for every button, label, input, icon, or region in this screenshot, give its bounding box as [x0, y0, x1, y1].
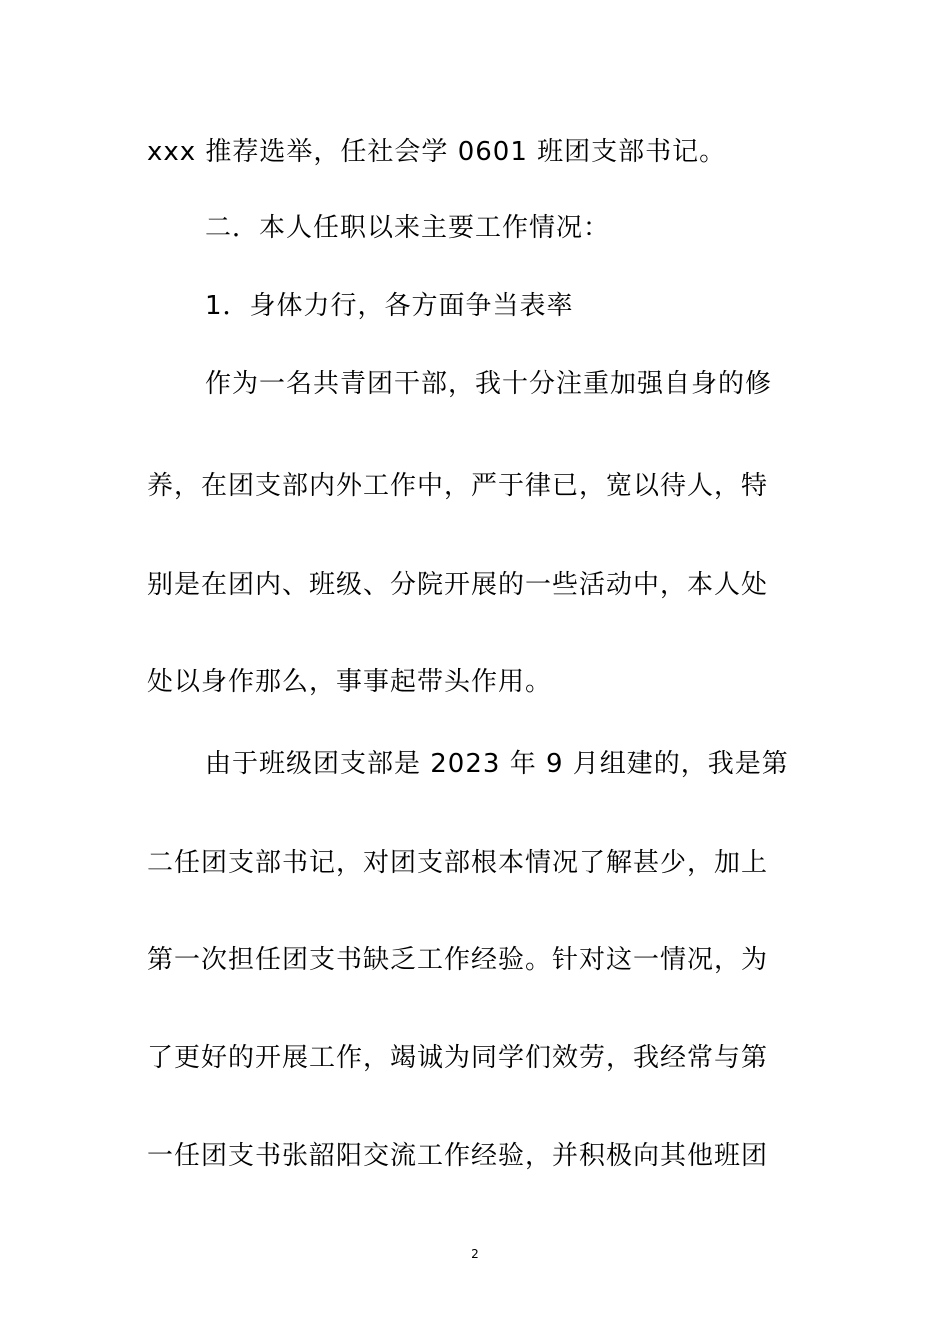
text-line-1: xxx 推荐选举，任社会学 0601 班团支部书记。	[147, 137, 727, 167]
section-heading: 二．本人任职以来主要工作情况：	[205, 213, 611, 243]
subsection-heading: 1．身体力行，各方面争当表率	[205, 291, 574, 321]
text-line-11: 了更好的开展工作，竭诚为同学们效劳，我经常与第	[147, 1043, 769, 1073]
text-line-5: 养，在团支部内外工作中，严于律已，宽以待人，特	[147, 471, 769, 501]
text-line-10: 第一次担任团支书缺乏工作经验。针对这一情况，为	[147, 945, 769, 975]
text-line-8: 由于班级团支部是 2023 年 9 月组建的，我是第	[205, 749, 789, 779]
text-line-4: 作为一名共青团干部，我十分注重加强自身的修	[205, 369, 773, 399]
text-line-7: 处以身作那么，事事起带头作用。	[147, 667, 553, 697]
page-number: 2	[471, 1247, 479, 1261]
text-line-9: 二任团支部书记，对团支部根本情况了解甚少，加上	[147, 848, 769, 878]
text-line-6: 别是在团内、班级、分院开展的一些活动中，本人处	[147, 570, 769, 600]
text-line-12: 一任团支书张韶阳交流工作经验，并积极向其他班团	[147, 1141, 769, 1171]
